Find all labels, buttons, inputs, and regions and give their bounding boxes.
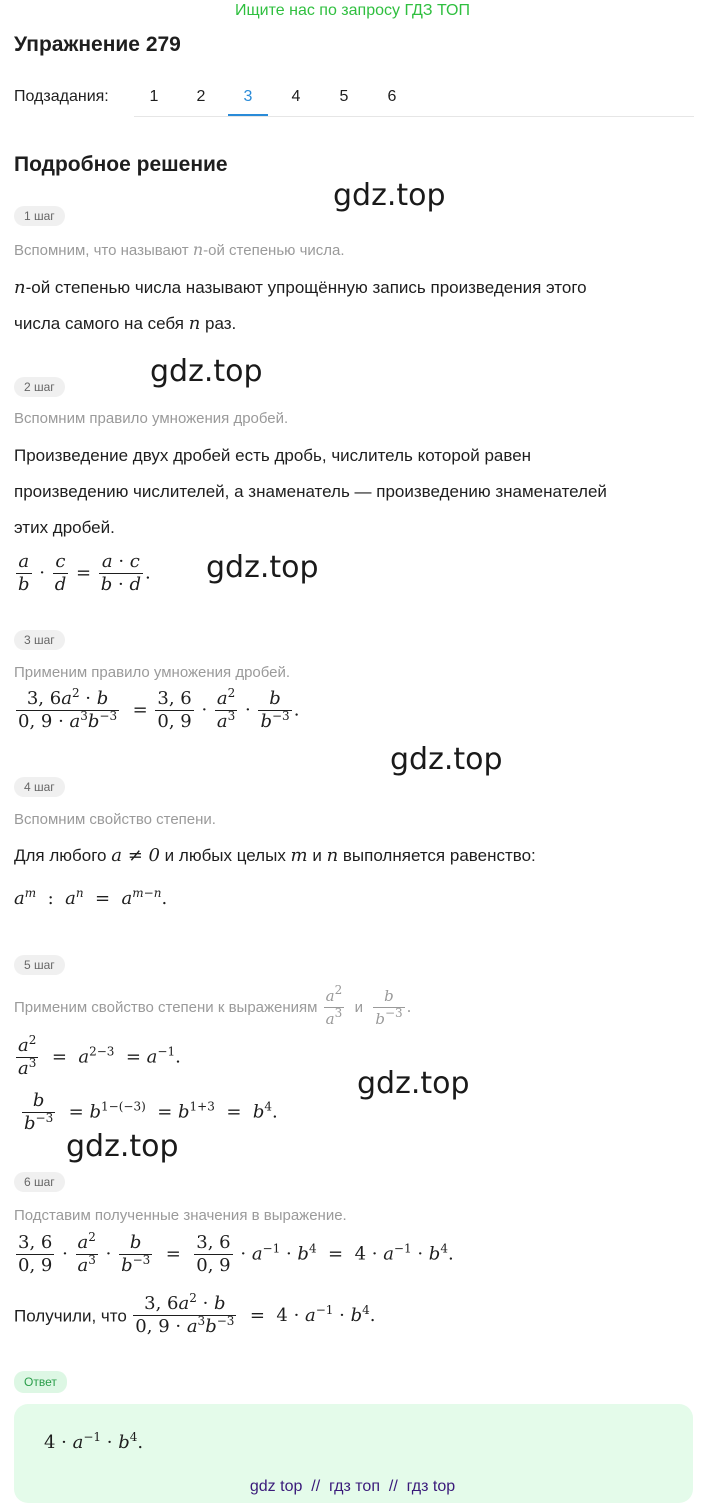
- tab-2[interactable]: 2: [196, 88, 206, 105]
- step-hint: Вспомним правило умножения дробей.: [14, 410, 289, 427]
- active-tab-indicator: [228, 114, 268, 116]
- subtasks-label: Подзадания:: [14, 88, 109, 105]
- tab-5[interactable]: 5: [339, 88, 349, 105]
- step-hint: Вспомним, что называют n-ой степенью числа.: [14, 240, 345, 259]
- answer-badge: Ответ: [14, 1371, 67, 1393]
- step-badge: 6 шаг: [14, 1172, 65, 1192]
- formula-step5-a: $\frac{a^2}{a^3}$ = $a^{2-3} = a^{-1}$.: [18, 1033, 181, 1079]
- tab-4[interactable]: 4: [291, 88, 301, 105]
- step-badge: 4 шаг: [14, 777, 65, 797]
- step-text: Для любого a ≠ 0 и любых целых m и n выполняется равенство:: [14, 845, 536, 866]
- step-text: n-ой степенью числа называют упрощённую запись произведения этого числа самого на себя n раз.: [14, 277, 587, 334]
- step-hint: Подставим полученные значения в выражение.: [14, 1207, 347, 1224]
- step-hint: Применим свойство степени к выражениям $\frac{a^2}{a^3}$ и $\frac{b}{b^{-3}}$ .: [14, 983, 412, 1028]
- answer-formula: $4 \cdot a^{-1} \cdot b^4$.: [44, 1430, 144, 1453]
- formula-step5-b: $\frac{b}{b^{-3}}$ = $b^{1-(-3)} = b^{1+3} = b^4$.: [24, 1090, 278, 1134]
- step-text: Произведение двух дробей есть дробь, числитель которой равен произведению числителей, а знаменатель — произведению знаменателей этих дробей.: [14, 446, 607, 537]
- tab-3[interactable]: 3: [243, 88, 253, 105]
- step-hint: Применим правило умножения дробей.: [14, 664, 291, 681]
- result-line: Получили, что $\frac{3, 6a^2 \cdot b}{0, 9 \cdot a^3b^{-3}}$ = $4 \cdot a^{-1} \cdot b^4$.: [14, 1291, 376, 1337]
- step-hint: Вспомним свойство степени.: [14, 811, 216, 828]
- watermark: gdz.top: [357, 1066, 470, 1101]
- formula-power-division: $a^m$ : $a^n = a^{m-n}$.: [14, 886, 168, 909]
- step-badge: 5 шаг: [14, 955, 65, 975]
- step-badge: 2 шаг: [14, 377, 65, 397]
- watermark: gdz.top: [150, 354, 263, 389]
- tab-6[interactable]: 6: [387, 88, 397, 105]
- formula-step3: $\frac{3, 6a^2 \cdot b}{0, 9 \cdot a^3b^{-3}}$ = $\frac{3, 6}{0, 9}$ · $\frac{a^2}{a^3}$ · $\frac{b}{b^{-3}}$ .: [18, 686, 300, 732]
- formula-fraction-product: $\frac{a}{b}$ · $\frac{c}{d}$ = $\frac{a \cdot c}{b \cdot d}$ .: [18, 551, 151, 595]
- section-title: Подробное решение: [14, 153, 228, 176]
- page-title: Упражнение 279: [14, 33, 181, 56]
- watermark: gdz.top: [333, 178, 446, 213]
- watermark: gdz.top: [206, 550, 319, 585]
- subtasks-tabs: [134, 76, 694, 117]
- footer-links: gdz top // гдз топ // гдз top: [249, 1478, 456, 1495]
- watermark: gdz.top: [66, 1129, 179, 1164]
- formula-step6: $\frac{3, 6}{0, 9}$ · $\frac{a^2}{a^3}$ · $\frac{b}{b^{-3}}$ = $\frac{3, 6}{0, 9}$ · $a^{-1} \cdot b^4 = 4 \cdot a^{-1} \cdot b^4$.: [18, 1230, 454, 1276]
- tab-1[interactable]: 1: [149, 88, 159, 105]
- step-badge: 3 шаг: [14, 630, 65, 650]
- step-badge: 1 шаг: [14, 206, 65, 226]
- watermark: gdz.top: [390, 742, 503, 777]
- top-banner: Ищите нас по запросу ГДЗ ТОП: [235, 2, 470, 19]
